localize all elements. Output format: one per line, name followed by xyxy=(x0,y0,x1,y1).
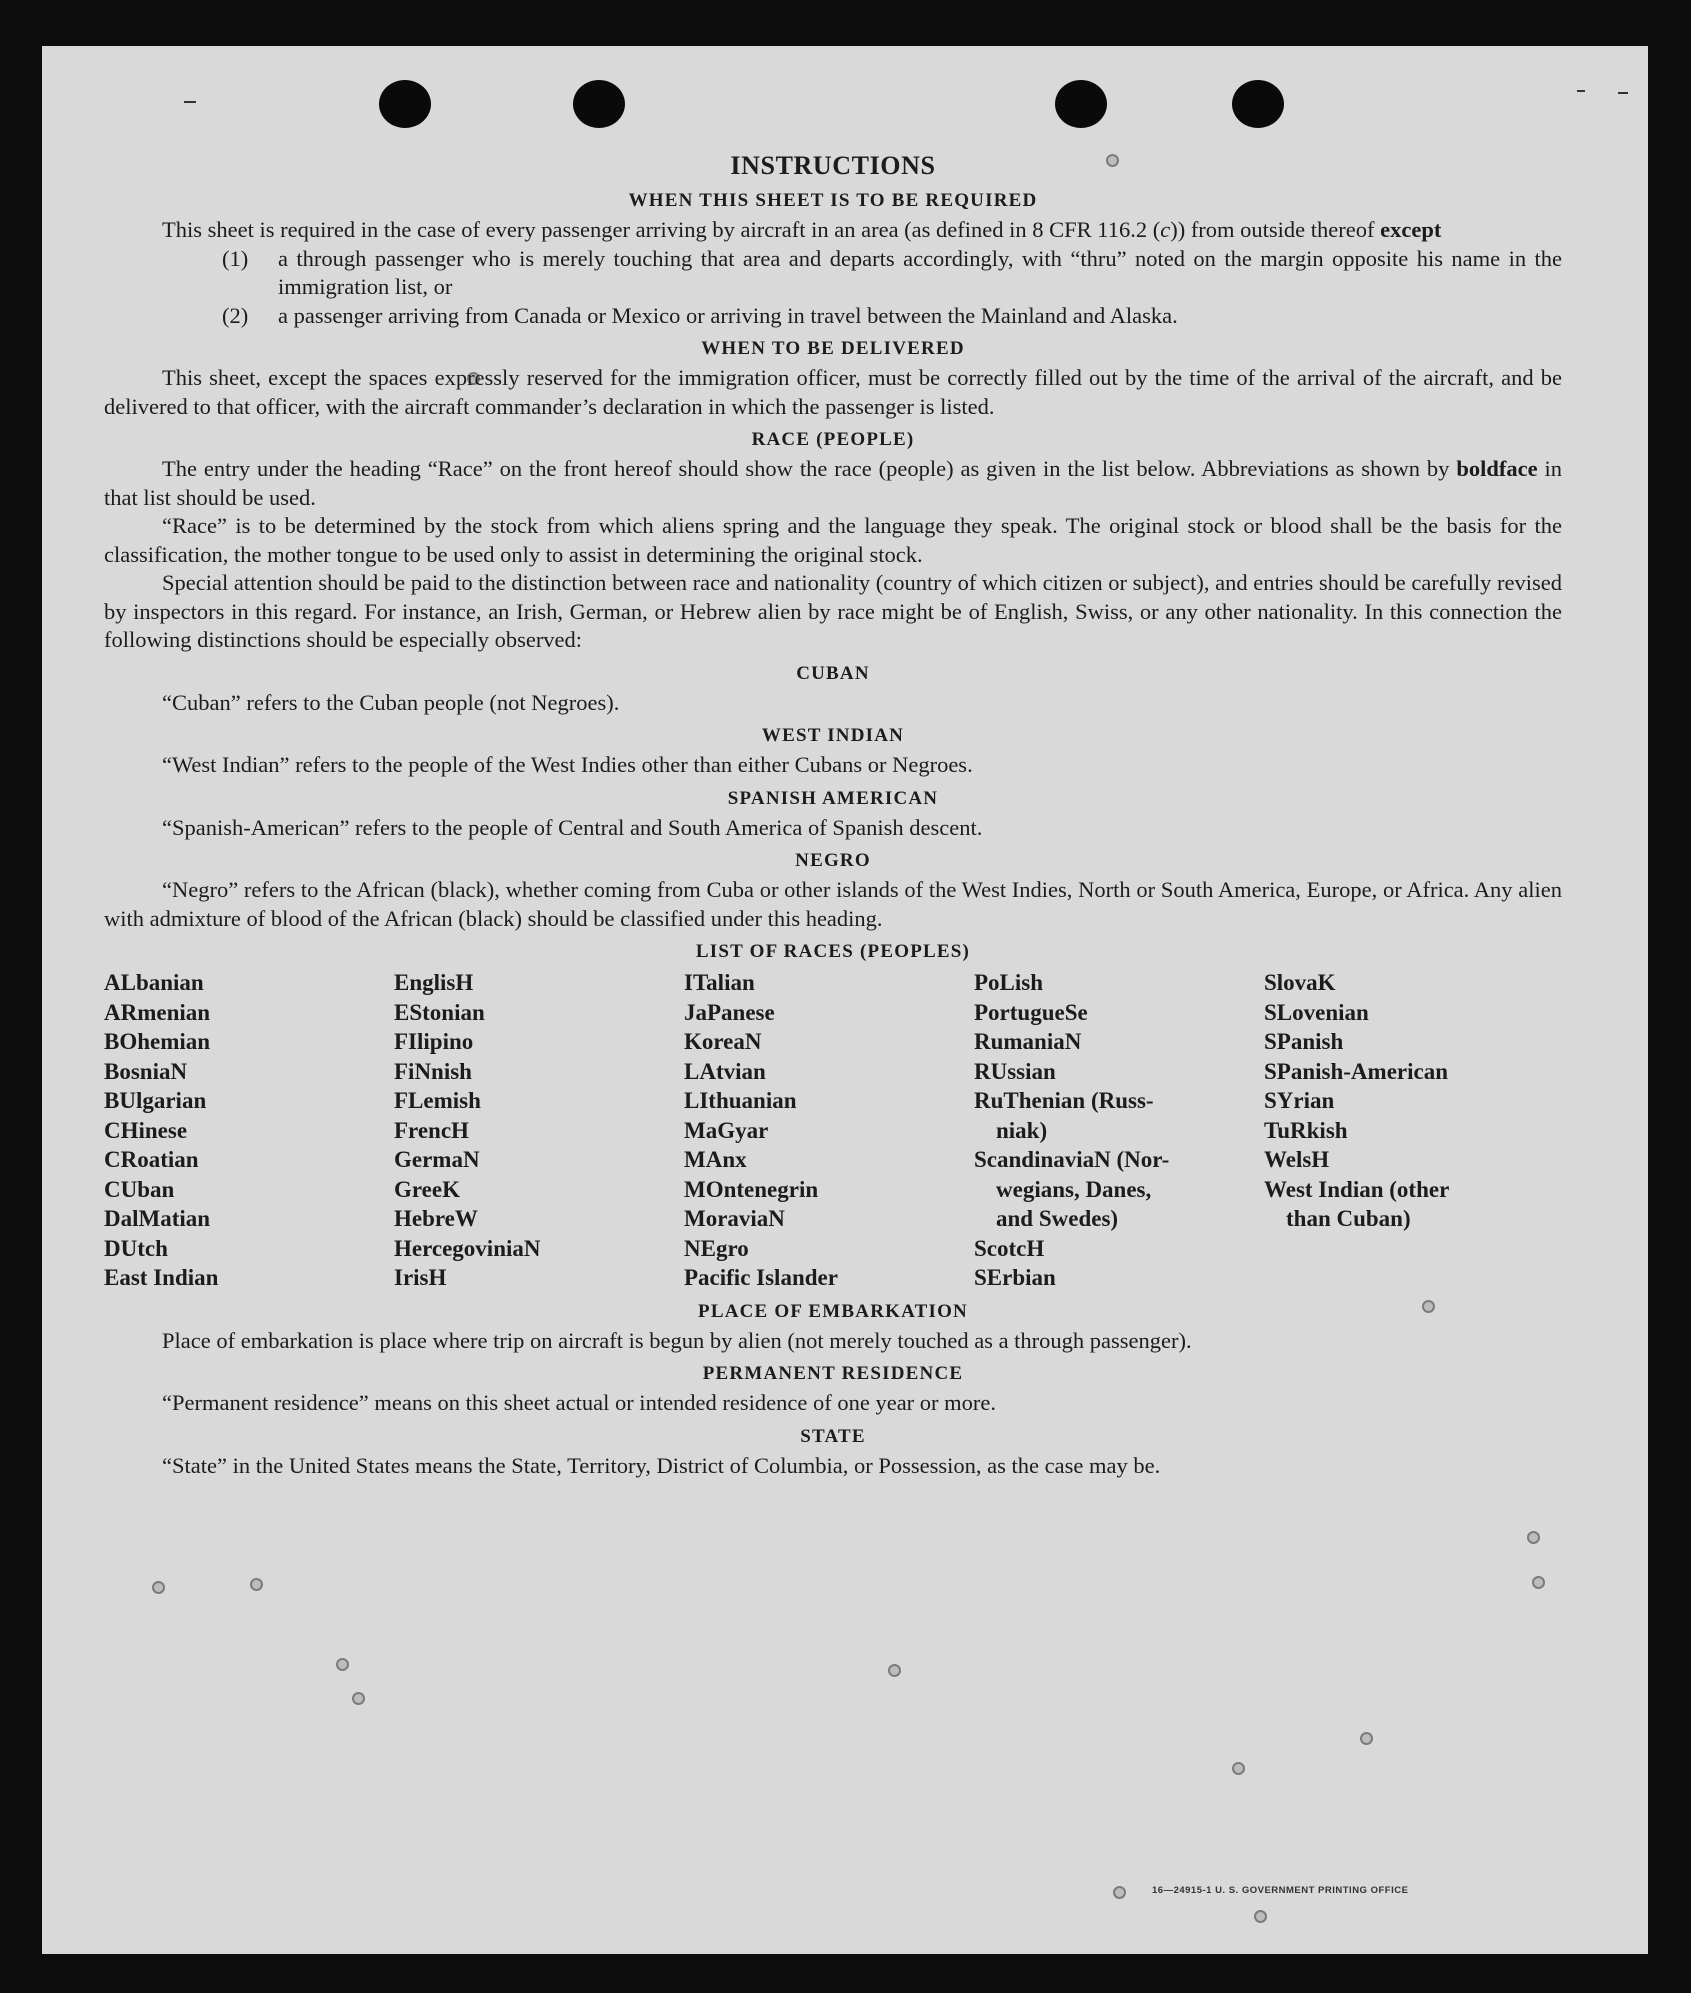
scan-mark xyxy=(184,101,196,103)
race-item: CRoatian xyxy=(104,1147,199,1172)
race-item: EStonian xyxy=(394,999,485,1025)
section-heading-list: LIST OF RACES (PEOPLES) xyxy=(695,941,971,962)
race-column-3 xyxy=(684,968,974,1293)
section-heading-negro: NEGRO xyxy=(795,850,871,871)
race-item: LAtvian xyxy=(684,1058,766,1084)
race-item-continued: and Swedes) xyxy=(996,1206,1119,1231)
paper-speck xyxy=(1360,1732,1373,1745)
paper-speck xyxy=(1532,1576,1545,1589)
required-item-2: (2) a passenger arriving from Canada or Mexico or arriving in travel between the Mainland and Alaska. xyxy=(222,302,1178,328)
section-heading-residence: PERMANENT RESIDENCE xyxy=(702,1363,964,1384)
race-item: FrencH xyxy=(394,1117,469,1143)
section-heading-spanish-american: SPANISH AMERICAN xyxy=(727,787,939,809)
punch-hole xyxy=(573,80,625,128)
race-item: HebreW xyxy=(394,1206,478,1231)
race-item: MaGyar xyxy=(684,1117,769,1143)
race-item: SLovenian xyxy=(1264,999,1369,1025)
section-heading-cuban: CUBAN xyxy=(796,662,870,684)
race-paragraph-2: “Race” is to be determined by the stock from which aliens spring and the language they speak. The original stock or blood shall be the basis for the classification, the mother tongue to be used only to assist in determining the original stock. xyxy=(104,513,1562,567)
paper-speck xyxy=(152,1581,165,1594)
race-column-5 xyxy=(1264,968,1554,1293)
race-item: JaPanese xyxy=(684,999,775,1025)
race-item: ITalian xyxy=(684,970,755,995)
race-item: CHinese xyxy=(104,1117,188,1143)
cuban-text: “Cuban” refers to the Cuban people (not Negroes). xyxy=(162,689,620,715)
race-item: ALbanian xyxy=(104,970,204,995)
punch-hole xyxy=(1232,80,1284,128)
paper-speck xyxy=(1232,1762,1245,1775)
negro-text: “Negro” refers to the African (black), whether coming from Cuba or other islands of the West Indies, North or South America, Europe, or Africa. Any alien with admixture of blood of the African (black) should be classified under this heading. xyxy=(104,877,1562,931)
section-heading-west-indian: WEST INDIAN xyxy=(761,725,905,746)
race-item: BosniaN xyxy=(104,1058,188,1084)
printing-office-code: 16—24915-1 U. S. GOVERNMENT PRINTING OFFICE xyxy=(1152,1885,1409,1896)
race-item: SPanish xyxy=(1264,1029,1344,1054)
race-item: Pacific Islander xyxy=(684,1265,838,1290)
race-item: EnglisH xyxy=(394,970,474,995)
race-item: HercegoviniaN xyxy=(394,1235,541,1261)
race-item: East Indian xyxy=(104,1265,219,1290)
paper-speck xyxy=(888,1664,901,1677)
race-item: ARmenian xyxy=(104,999,211,1025)
race-item: TuRkish xyxy=(1264,1117,1348,1143)
race-item: WelsH xyxy=(1264,1147,1330,1172)
required-intro: This sheet is required in the case of every passenger arriving by aircraft in an area (as defined in 8 CFR 116.2 (c)) from outside thereof except xyxy=(162,217,1442,242)
paper-speck xyxy=(352,1692,365,1705)
race-column-1 xyxy=(104,968,394,1293)
state-text: “State” in the United States means the State, Territory, District of Columbia, or Possession, as the case may be. xyxy=(162,1452,1161,1478)
embarkation-text: Place of embarkation is place where trip on aircraft is begun by alien (not merely touched as a through passenger). xyxy=(162,1327,1192,1353)
race-item: PortugueSe xyxy=(974,999,1088,1025)
race-item: RumaniaN xyxy=(974,1029,1082,1054)
race-item: KoreaN xyxy=(684,1029,762,1054)
required-item-1: (1) a through passenger who is merely touching that area and departs accordingly, with “thru” noted on the margin opposite his name in the immigration list, or xyxy=(222,245,1562,299)
race-item: DalMatian xyxy=(104,1206,211,1231)
punch-hole xyxy=(379,80,431,128)
race-item: IrisH xyxy=(394,1265,447,1290)
paper-speck xyxy=(1113,1886,1126,1899)
race-item: MoraviaN xyxy=(684,1206,785,1231)
race-item: RUssian xyxy=(974,1058,1056,1084)
race-item: FiNnish xyxy=(394,1058,472,1084)
race-item-continued: than Cuban) xyxy=(1286,1206,1411,1231)
race-item: FLemish xyxy=(394,1088,481,1113)
race-item: GermaN xyxy=(394,1147,480,1172)
paper-speck xyxy=(336,1658,349,1671)
paper-speck xyxy=(250,1578,263,1591)
race-column-2 xyxy=(394,968,684,1293)
race-item: MAnx xyxy=(684,1147,747,1172)
race-paragraph-1: The entry under the heading “Race” on the front hereof should show the race (people) as given in the list below. Abbreviations as shown by boldface in that list should be used. xyxy=(104,456,1562,510)
race-item: GreeK xyxy=(394,1176,460,1202)
race-item: SlovaK xyxy=(1264,970,1336,995)
race-item: West Indian (other xyxy=(1264,1176,1450,1202)
paper-speck xyxy=(1254,1910,1267,1923)
race-item: BOhemian xyxy=(104,1029,211,1054)
race-item: CUban xyxy=(104,1176,175,1202)
race-item: ScandinaviaN (Nor- xyxy=(974,1147,1170,1172)
race-item: FIlipino xyxy=(394,1029,474,1054)
race-paragraph-3: Special attention should be paid to the distinction between race and nationality (country of which citizen or subject), and entries should be carefully revised by inspectors in this regard. For instance, an Irish, German, or Hebrew alien by race might be of English, Swiss, or any other nationality. In this connection the following distinctions should be especially observed: xyxy=(104,570,1562,652)
race-item: RuThenian (Russ- xyxy=(974,1088,1154,1113)
race-item: SErbian xyxy=(974,1265,1056,1290)
race-item: BUlgarian xyxy=(104,1088,207,1113)
west-indian-text: “West Indian” refers to the people of the West Indies other than either Cubans or Negroes. xyxy=(162,752,973,777)
punch-hole xyxy=(1055,80,1107,128)
race-list xyxy=(104,968,1562,1293)
section-heading-embarkation: PLACE OF EMBARKATION xyxy=(698,1300,968,1322)
section-heading-state: STATE xyxy=(800,1425,866,1447)
section-heading-race: RACE (PEOPLE) xyxy=(751,429,915,450)
race-item: ScotcH xyxy=(974,1235,1045,1261)
race-item-continued: niak) xyxy=(996,1117,1048,1143)
race-item: DUtch xyxy=(104,1235,168,1261)
section-heading-delivered: WHEN TO BE DELIVERED xyxy=(701,338,965,359)
residence-text: “Permanent residence” means on this sheet actual or intended residence of one year or more. xyxy=(162,1390,997,1415)
section-heading-required: WHEN THIS SHEET IS TO BE REQUIRED xyxy=(628,190,1038,211)
race-item: SYrian xyxy=(1264,1088,1335,1113)
spanish-american-text: “Spanish-American” refers to the people of Central and South America of Spanish descent. xyxy=(162,814,983,840)
delivered-text: This sheet, except the spaces expressly reserved for the immigration officer, must be correctly filled out by the time of the arrival of the aircraft, and be delivered to that officer, with the aircraft commander’s declaration in which the passenger is listed. xyxy=(104,365,1562,419)
race-item-continued: wegians, Danes, xyxy=(996,1176,1152,1202)
race-item: NEgro xyxy=(684,1235,749,1261)
race-item: LIthuanian xyxy=(684,1088,797,1113)
scan-mark xyxy=(1618,92,1628,94)
page-title: INSTRUCTIONS xyxy=(730,151,936,180)
race-column-4 xyxy=(974,968,1264,1293)
scan-mark xyxy=(1577,90,1585,92)
paper-speck xyxy=(1527,1531,1540,1544)
race-item: SPanish-American xyxy=(1264,1058,1448,1084)
race-item: MOntenegrin xyxy=(684,1176,819,1202)
race-item: PoLish xyxy=(974,970,1044,995)
